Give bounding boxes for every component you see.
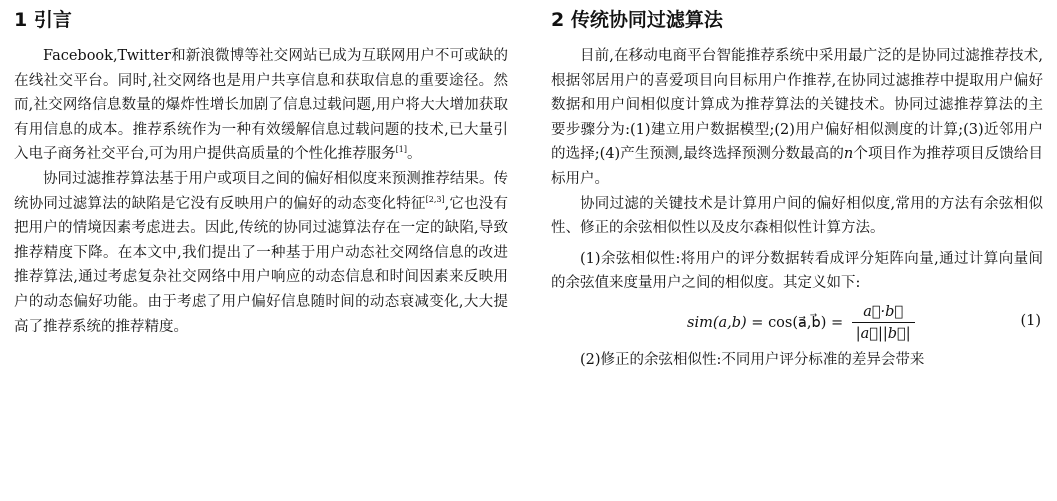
cf-paragraph-1-text-a: 目前,在移动电商平台智能推荐系统中采用最广泛的是协同过滤推荐技术,根据邻居用户的喜爱项目向目标用户作推荐,在协同过滤推荐中提取用户偏好数据和用户间相似度计算成为推荐算法的关键技术。协同过滤推荐算法的主要步骤分为:(1)建立用户数据模型;(2)用户偏好相似测度的计算;(3)近邻用户的选择;(4)产生预测,最终选择预测分数最高的 [551, 48, 1043, 163]
intro-paragraph-1-end: 。 [406, 146, 422, 163]
cosine-similarity-paragraph: (1)余弦相似性:将用户的评分数据转看成评分矩阵向量,通过计算向量间的余弦值来度量用户之间的相似度。其定义如下: [551, 250, 1043, 292]
fraction [852, 302, 915, 345]
section-heading-introduction: 1 引言 [14, 9, 72, 31]
equals-sign-2: = [830, 315, 844, 332]
citation-2-3: [2,3] [425, 194, 445, 204]
intro-paragraph-1 [14, 44, 508, 167]
intro-paragraph-1-text: Facebook,Twitter和新浪微博等社交网站已成为互联网用户不可或缺的在线社交平台。同时,社交网络也是用户共享信息和获取信息的重要途径。然而,社交网络信息数量的爆炸性增长加剧了信息过载问题,用户将大大增加获取有用信息的成本。推荐系统作为一种有效缓解信息过载问题的技术,已大量引入电子商务社交平台,可为用户提供高质量的个性化推荐服务 [14, 48, 508, 163]
fraction-denominator: |a⃗||b⃗| [855, 325, 911, 342]
left-column [14, 0, 508, 339]
section-heading-traditional-cf: 2 传统协同过滤算法 [551, 9, 723, 31]
cf-paragraph-1 [551, 44, 1043, 192]
fraction-numerator: a⃗·b⃗ [852, 302, 915, 323]
variable-n: n [843, 146, 854, 163]
intro-paragraph-2-text-b: ,它也没有把用户的情境因素考虑进去。因此,传统的协同过滤算法存在一定的缺陷,导致推荐精度下降。在本文中,我们提出了一种基于用户动态社交网络信息的改进推荐算法,通过考虑复杂社交网络中用户响应的动态信息和时间因素来反映用户的动态偏好功能。由于考虑了用户偏好信息随时间的动态衰减变化,大大提高了推荐系统的推荐精度。 [14, 195, 509, 335]
right-column [551, 0, 1043, 373]
cf-paragraph-2: 协同过滤的关键技术是计算用户间的偏好相似度,常用的方法有余弦相似性、修正的余弦相似性以及皮尔森相似性计算方法。 [551, 195, 1043, 237]
equation-expression [687, 302, 915, 346]
cf-paragraph-1-text-b: 个项目作为推荐项目反馈给目标用户。 [551, 146, 1043, 187]
equation-number: (1) [1020, 312, 1041, 329]
equation-1 [551, 300, 1043, 348]
cosine-term: cos(a⃗,b⃗) [768, 315, 827, 332]
equals-sign-1: = [751, 315, 764, 332]
intro-paragraph-2-text-a: 协同过滤推荐算法基于用户或项目之间的偏好相似度来预测推荐结果。传统协同过滤算法的缺陷是它没有反映用户的偏好的动态变化特征 [14, 170, 508, 212]
citation-1: [1] [395, 145, 407, 155]
adjusted-cosine-paragraph: (2)修正的余弦相似性:不同用户评分标准的差异会带来 [580, 351, 925, 368]
equation-lhs: sim(a,b) [687, 315, 747, 332]
intro-paragraph-2 [14, 167, 508, 339]
